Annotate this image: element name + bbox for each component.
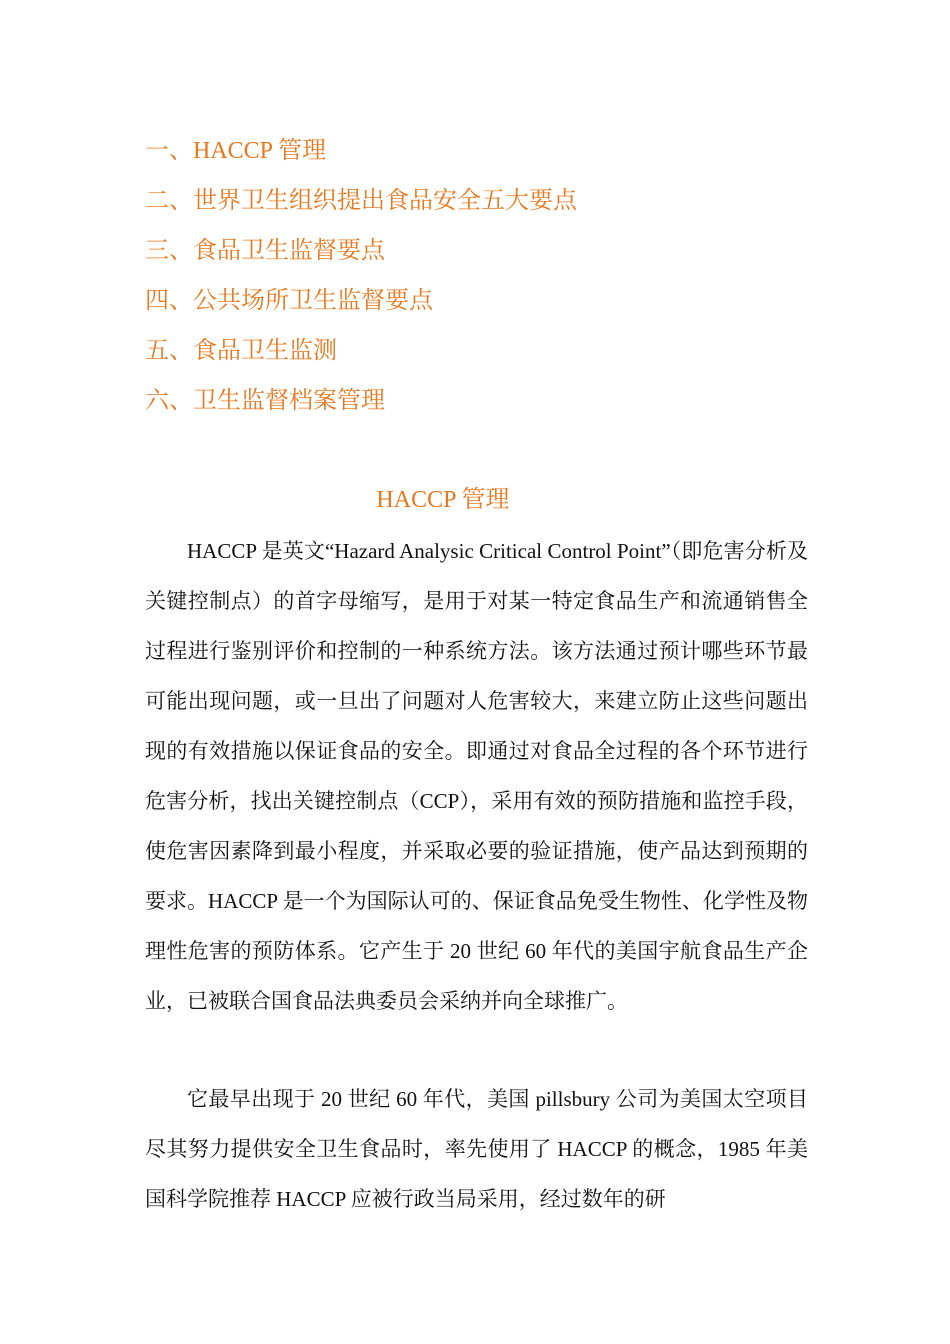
section-title: HACCP 管理 [376,487,510,513]
toc-item-4: 四、公共场所卫生监督要点 [145,288,433,314]
table-of-contents [145,131,577,431]
toc-item-1: 一、HACCP 管理 [145,138,327,164]
body-paragraph-1: HACCP 是英文“Hazard Analysic Critical Control Point”（即危害分析及关键控制点）的首字母缩写，是用于对某一特定食品生产和流通销售全过程进行鉴别评价和控制的一种系统方法。该方法通过预计哪些环节最可能出现问题，或一旦出了问题对人危害较大，来建立防止这些问题出现的有效措施以保证食品的安全。即通过对食品全过程的各个环节进行危害分析，找出关键控制点（CCP），采用有效的预防措施和监控手段，使危害因素降到最小程度，并采取必要的验证措施，使产品达到预期的要求。HACCP 是一个为国际认可的、保证食品免受生物性、化学性及物理性危害的预防体系。它产生于 20 世纪 60 年代的美国宇航食品生产企业，已被联合国食品法典委员会采纳并向全球推广。 [145,539,808,1013]
toc-item-5: 五、食品卫生监测 [145,338,337,364]
toc-item-3: 三、食品卫生监督要点 [145,238,385,264]
body-paragraph-2: 它最早出现于 20 世纪 60 年代，美国 pillsbury 公司为美国太空项目尽其努力提供安全卫生食品时，率先使用了 HACCP 的概念，1985 年美国科学院推荐 HACCP 应被行政当局采用，经过数年的研 [145,1087,808,1211]
toc-item-6: 六、卫生监督档案管理 [145,388,385,414]
toc-item-2: 二、世界卫生组织提出食品安全五大要点 [145,188,577,214]
